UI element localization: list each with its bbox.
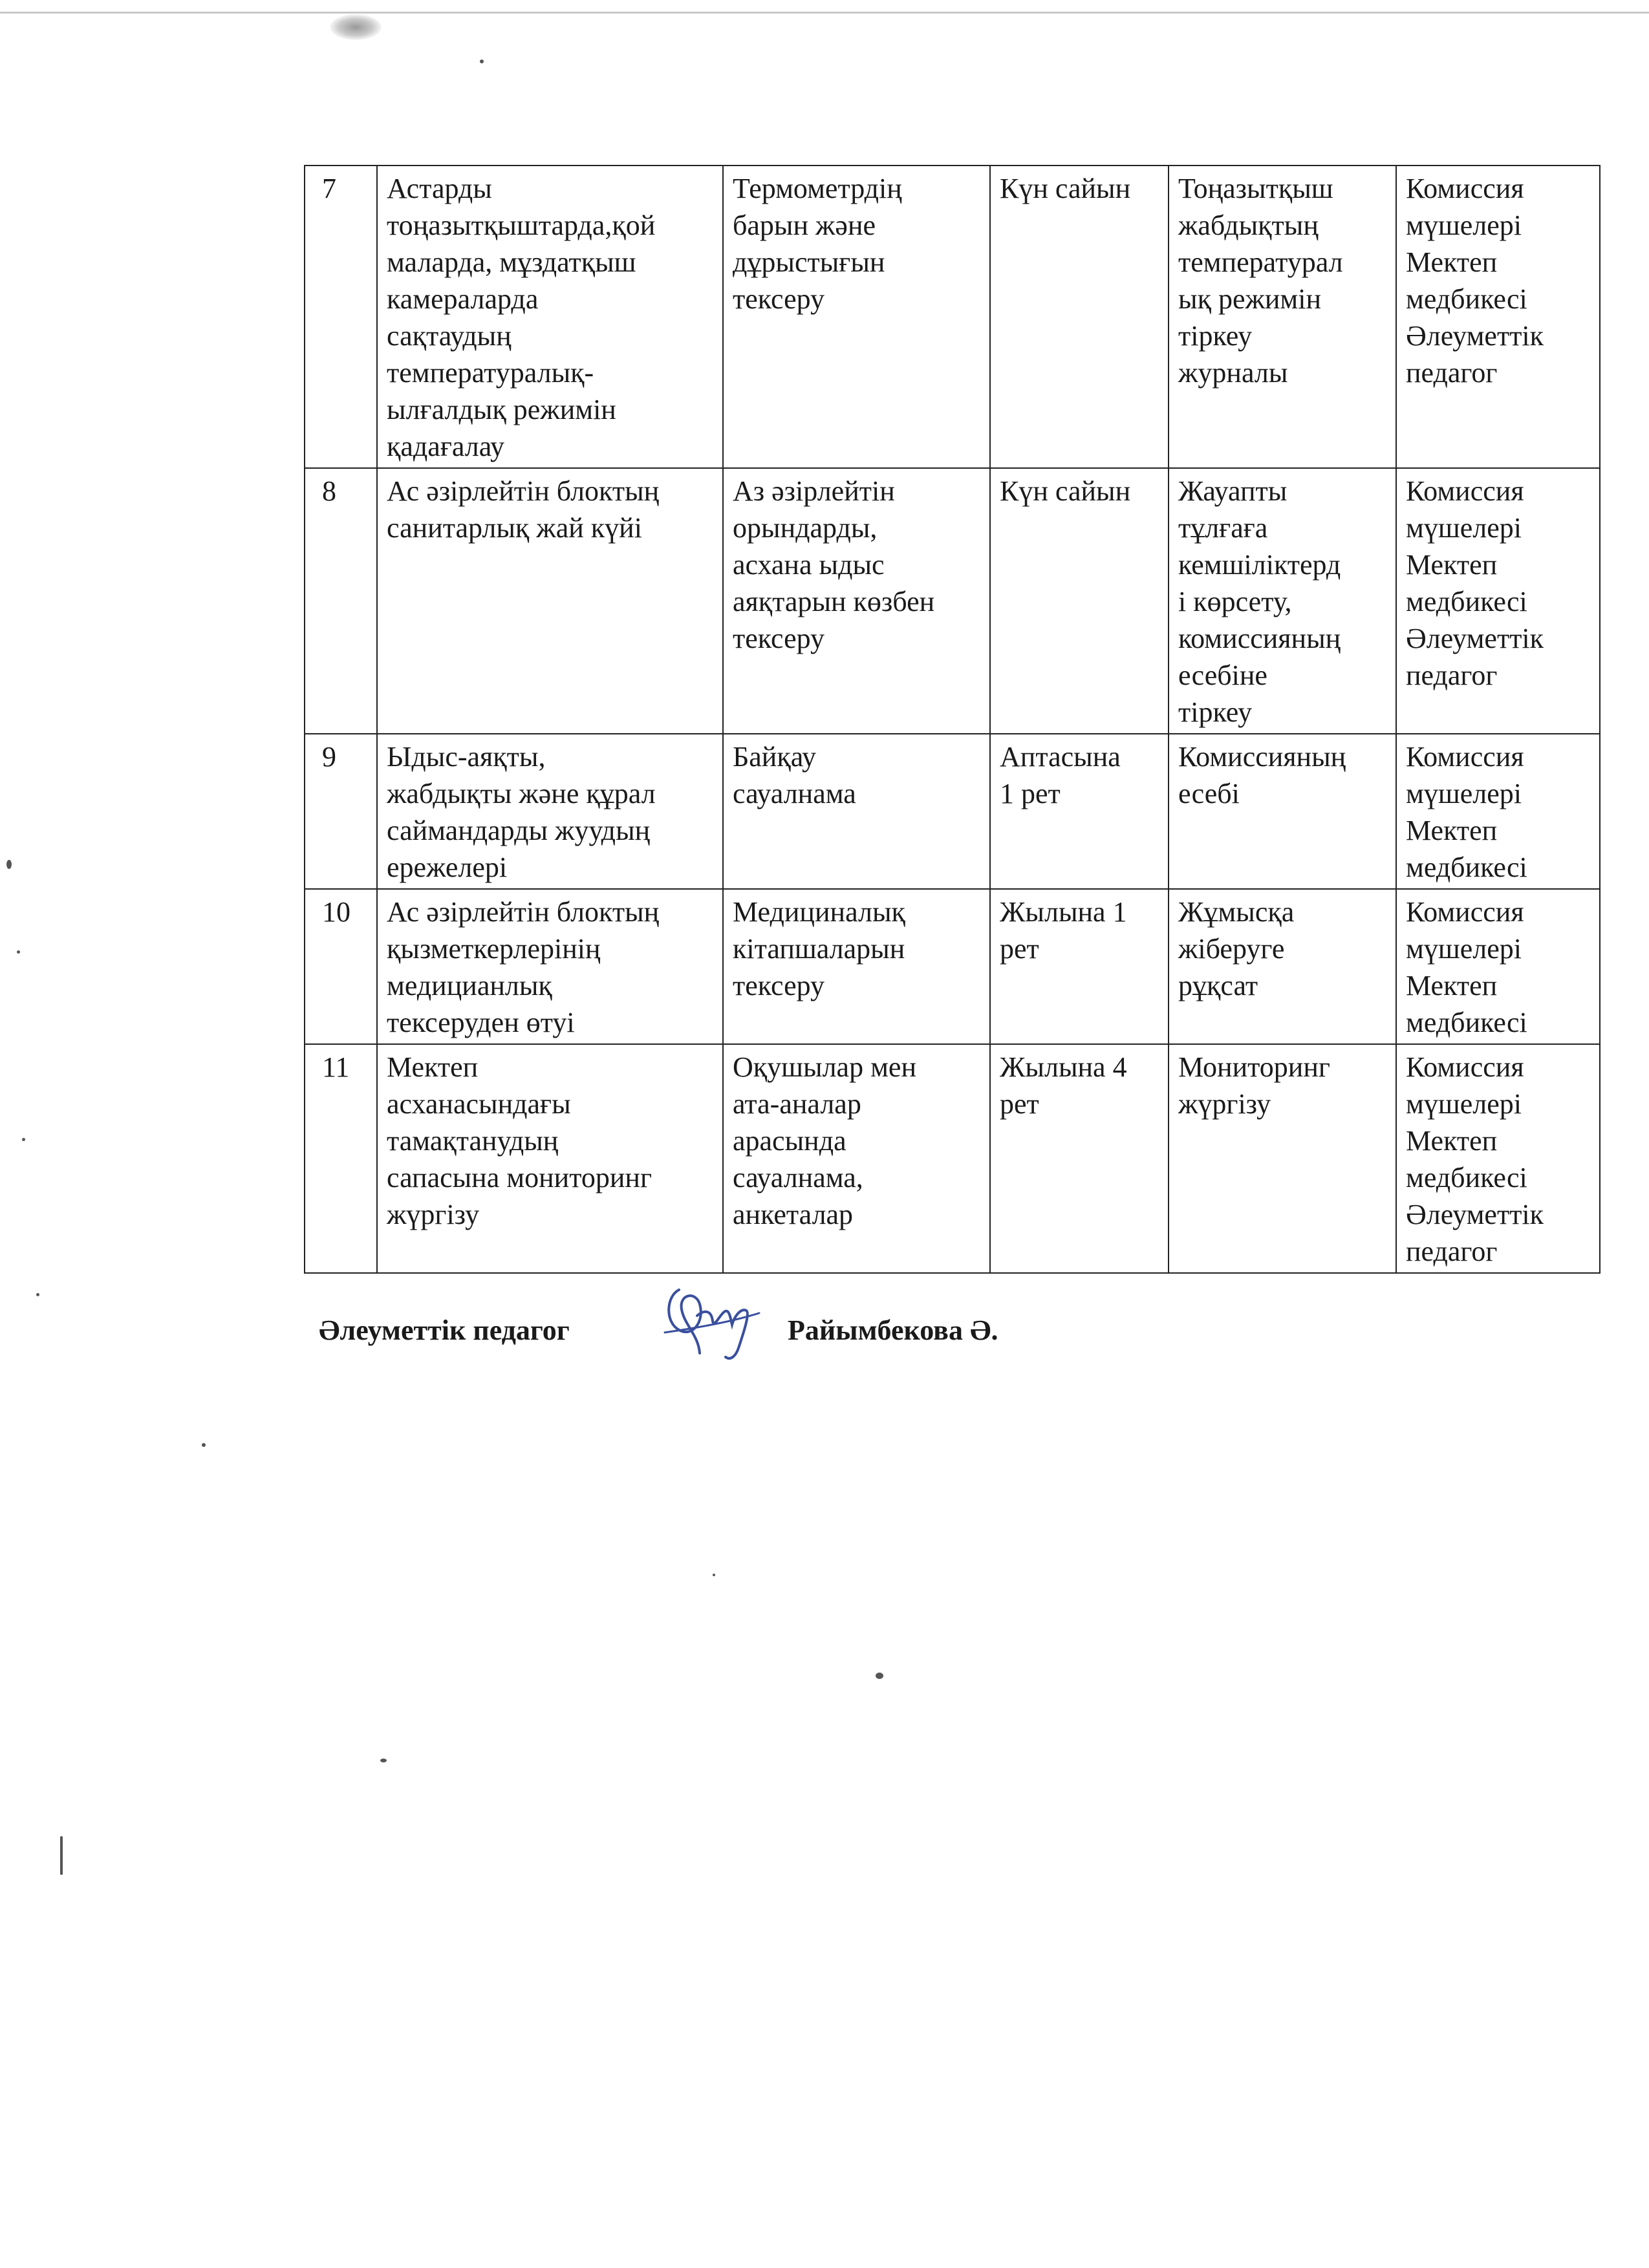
scan-speck (36, 1293, 39, 1296)
row-number: 8 (305, 468, 377, 734)
signatory-role: Әлеуметтік педагог (319, 1314, 570, 1346)
control-frequency: Күн сайын (990, 468, 1169, 734)
control-responsible: Комиссия мүшелері Мектеп медбикесі Әлеуметтік педагог (1396, 468, 1600, 734)
scan-speck (60, 1836, 63, 1875)
table-row (305, 1044, 1600, 1273)
scan-blot (330, 14, 382, 40)
control-frequency: Аптасына 1 рет (990, 734, 1169, 889)
scan-speck (380, 1759, 387, 1762)
control-frequency: Жылына 1 рет (990, 889, 1169, 1044)
control-result: Комиссияның есебі (1169, 734, 1396, 889)
control-frequency: Күн сайын (990, 166, 1169, 468)
control-method: Термометрдің барын және дұрыстығын тексеру (723, 166, 990, 468)
control-plan-table (304, 165, 1600, 1274)
control-result: Жауапты тұлғаға кемшіліктерд і көрсету, комиссияның есебіне тіркеу (1169, 468, 1396, 734)
control-method: Байқау сауалнама (723, 734, 990, 889)
table-row (305, 468, 1600, 734)
scan-speck (713, 1574, 715, 1576)
control-responsible: Комиссия мүшелері Мектеп медбикесі Әлеуметтік педагог (1396, 1044, 1600, 1273)
scan-speck (480, 59, 484, 63)
control-result: Мониторинг жүргізу (1169, 1044, 1396, 1273)
row-number: 11 (305, 1044, 377, 1273)
row-number: 9 (305, 734, 377, 889)
control-item: Ас әзірлейтін блоктың санитарлық жай күйі (377, 468, 723, 734)
scan-speck (202, 1443, 206, 1447)
control-result: Тоңазытқыш жабдықтың температурал ық режимін тіркеу журналы (1169, 166, 1396, 468)
control-responsible: Комиссия мүшелері Мектеп медбикесі (1396, 889, 1600, 1044)
table-row (305, 734, 1600, 889)
scan-speck (17, 950, 20, 954)
handwritten-signature (660, 1270, 763, 1367)
control-frequency: Жылына 4 рет (990, 1044, 1169, 1273)
control-item: Ас әзірлейтін блоктың қызметкерлерінің медицианлық тексеруден өтуі (377, 889, 723, 1044)
row-number: 7 (305, 166, 377, 468)
control-responsible: Комиссия мүшелері Мектеп медбикесі (1396, 734, 1600, 889)
control-item: Ыдыс-аяқты, жабдықты және құрал саймандарды жуудың ережелері (377, 734, 723, 889)
control-result: Жұмысқа жіберуге рұқсат (1169, 889, 1396, 1044)
scan-edge-line (0, 12, 1649, 14)
control-item: Мектеп асханасындағы тамақтанудың сапасына мониторинг жүргізу (377, 1044, 723, 1273)
control-method: Аз әзірлейтін орындарды, асхана ыдыс аяқтарын көзбен тексеру (723, 468, 990, 734)
table-row (305, 889, 1600, 1044)
scan-speck (6, 860, 12, 869)
scan-speck (22, 1138, 25, 1141)
scan-speck (876, 1673, 883, 1679)
control-method: Медициналық кітапшаларын тексеру (723, 889, 990, 1044)
control-method: Оқушылар мен ата-аналар арасында сауалнама, анкеталар (723, 1044, 990, 1273)
row-number: 10 (305, 889, 377, 1044)
table-row (305, 166, 1600, 468)
control-responsible: Комиссия мүшелері Мектеп медбикесі Әлеуметтік педагог (1396, 166, 1600, 468)
control-item: Астарды тоңазытқыштарда,қой маларда, мұздатқыш камераларда сақтаудың температуралық- ылғалдық режимін қадағалау (377, 166, 723, 468)
signatory-name: Райымбекова Ә. (788, 1314, 998, 1346)
